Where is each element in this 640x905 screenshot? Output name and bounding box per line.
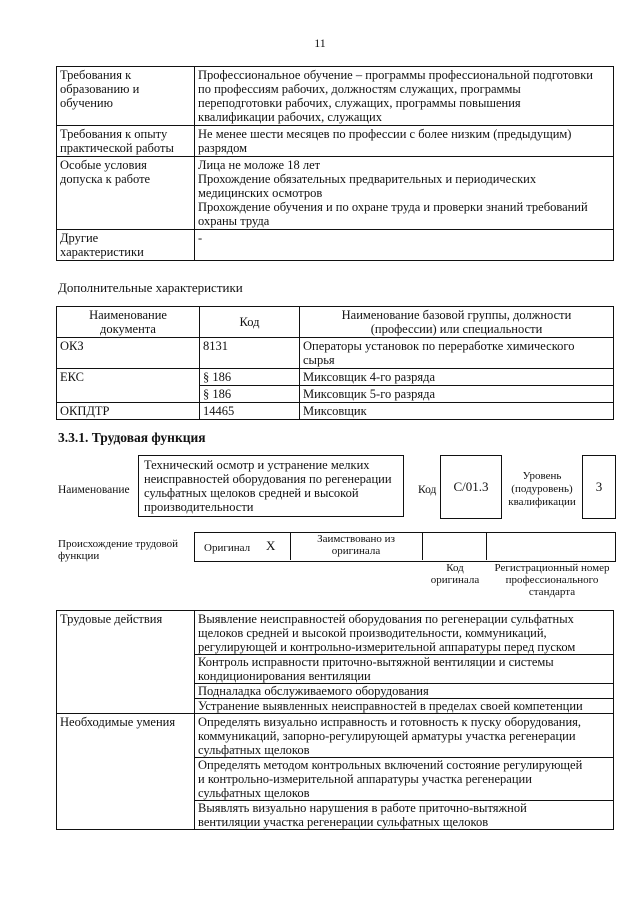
list-item: Подналадка обслуживаемого оборудования [195, 683, 613, 698]
divider [290, 532, 291, 560]
original-mark: X [266, 538, 276, 553]
cell-doc: ЕКС [57, 369, 200, 403]
origin-label: Происхождение трудовой функции [58, 538, 179, 562]
list-item: Выявление неисправностей оборудования по регенерации сульфатных щелоков средней и высокой производительности, коммуникаций, регулирующей и контрольно-измерительной аппаратуры перед пуском [198, 612, 576, 654]
name-label: Наименование [58, 484, 130, 496]
cell-code: § 186 [200, 386, 300, 403]
code-value-box: C/01.3 [440, 455, 502, 519]
function-title: 3.3.1. Трудовая функция [58, 430, 206, 445]
table-row [57, 714, 614, 830]
requirements-table [56, 66, 614, 261]
additional-table [56, 306, 614, 420]
level-label: Уровень (подуровень) квалификации [508, 470, 576, 508]
level-value-box: 3 [582, 455, 616, 519]
actions-label: Трудовые действия [57, 611, 195, 714]
list-item: Контроль исправности приточно-вытяжной вентиляции и системы кондиционирования вентиляции [195, 654, 613, 683]
list-item: Определять визуально исправность и готовность к пуску оборудования, коммуникаций, запорно-регулирующей арматуры участка регенерации сульфатных щелоков [198, 715, 582, 757]
table-row [57, 126, 614, 157]
original-label: Оригинал [204, 542, 251, 554]
header-document: Наименование документа [57, 307, 200, 338]
table-row [57, 67, 614, 126]
requirement-label: Требования к опыту практической работы [57, 126, 195, 157]
skills-label: Необходимые умения [57, 714, 195, 830]
code-original-label: Код оригинала [430, 562, 480, 586]
code-label: Код [418, 484, 437, 496]
cell-doc: ОКПДТР [57, 403, 200, 420]
table-row [57, 157, 614, 230]
function-name-box: Технический осмотр и устранение мелких неисправностей оборудования по регенерации сульфатных щелоков средней и высокой производительности [138, 455, 404, 517]
divider [486, 532, 487, 560]
requirement-value: - [195, 230, 614, 261]
reg-number-label: Регистрационный номер профессионального стандарта [494, 562, 610, 598]
requirement-label: Особые условия допуска к работе [57, 157, 195, 230]
requirement-label: Требования к образованию и обучению [57, 67, 195, 126]
list-item: Устранение выявленных неисправностей в пределах своей компетенции [195, 698, 613, 713]
actions-cell [195, 611, 614, 714]
requirement-value: Не менее шести месяцев по профессии с более низким (предыдущим) разрядом [195, 126, 614, 157]
divider [422, 532, 423, 560]
requirement-label: Другие характеристики [57, 230, 195, 261]
cell-name: Операторы установок по переработке химического сырья [300, 338, 614, 369]
skills-cell [195, 714, 614, 830]
actions-table [56, 610, 614, 830]
table-row [57, 338, 614, 369]
header-code: Код [200, 307, 300, 338]
page-number: 11 [314, 36, 326, 50]
table-row [57, 403, 614, 420]
header-name: Наименование базовой группы, должности (профессии) или специальности [300, 307, 614, 338]
table-row [57, 230, 614, 261]
section-title-additional: Дополнительные характеристики [58, 280, 243, 295]
table-row [57, 611, 614, 714]
list-item: Определять методом контрольных включений состояние регулирующей и контрольно-измерительной аппаратуры участка регенерации сульфатных щелоков [195, 757, 613, 800]
cell-code: 8131 [200, 338, 300, 369]
list-item: Выявлять визуально нарушения в работе приточно-вытяжной вентиляции участка регенерации сульфатных щелоков [195, 800, 613, 829]
cell-name: Миксовщик [300, 403, 614, 420]
requirement-value: Лица не моложе 18 лет Прохождение обязательных предварительных и периодических медицинских осмотров Прохождение обучения и по охране труда и проверки знаний требований охраны труда [195, 157, 614, 230]
cell-code: § 186 [200, 369, 300, 386]
cell-name: Миксовщик 5-го разряда [300, 386, 614, 403]
table-row [57, 369, 614, 386]
requirement-value: Профессиональное обучение – программы профессиональной подготовки по профессиям рабочих, должностям служащих, программы переподготовки рабочих, служащих, программы повышения квалификации рабочих, служащих [195, 67, 614, 126]
table-header-row [57, 307, 614, 338]
cell-doc: ОКЗ [57, 338, 200, 369]
cell-code: 14465 [200, 403, 300, 420]
borrowed-label: Заимствовано из оригинала [317, 533, 395, 557]
cell-name: Миксовщик 4-го разряда [300, 369, 614, 386]
